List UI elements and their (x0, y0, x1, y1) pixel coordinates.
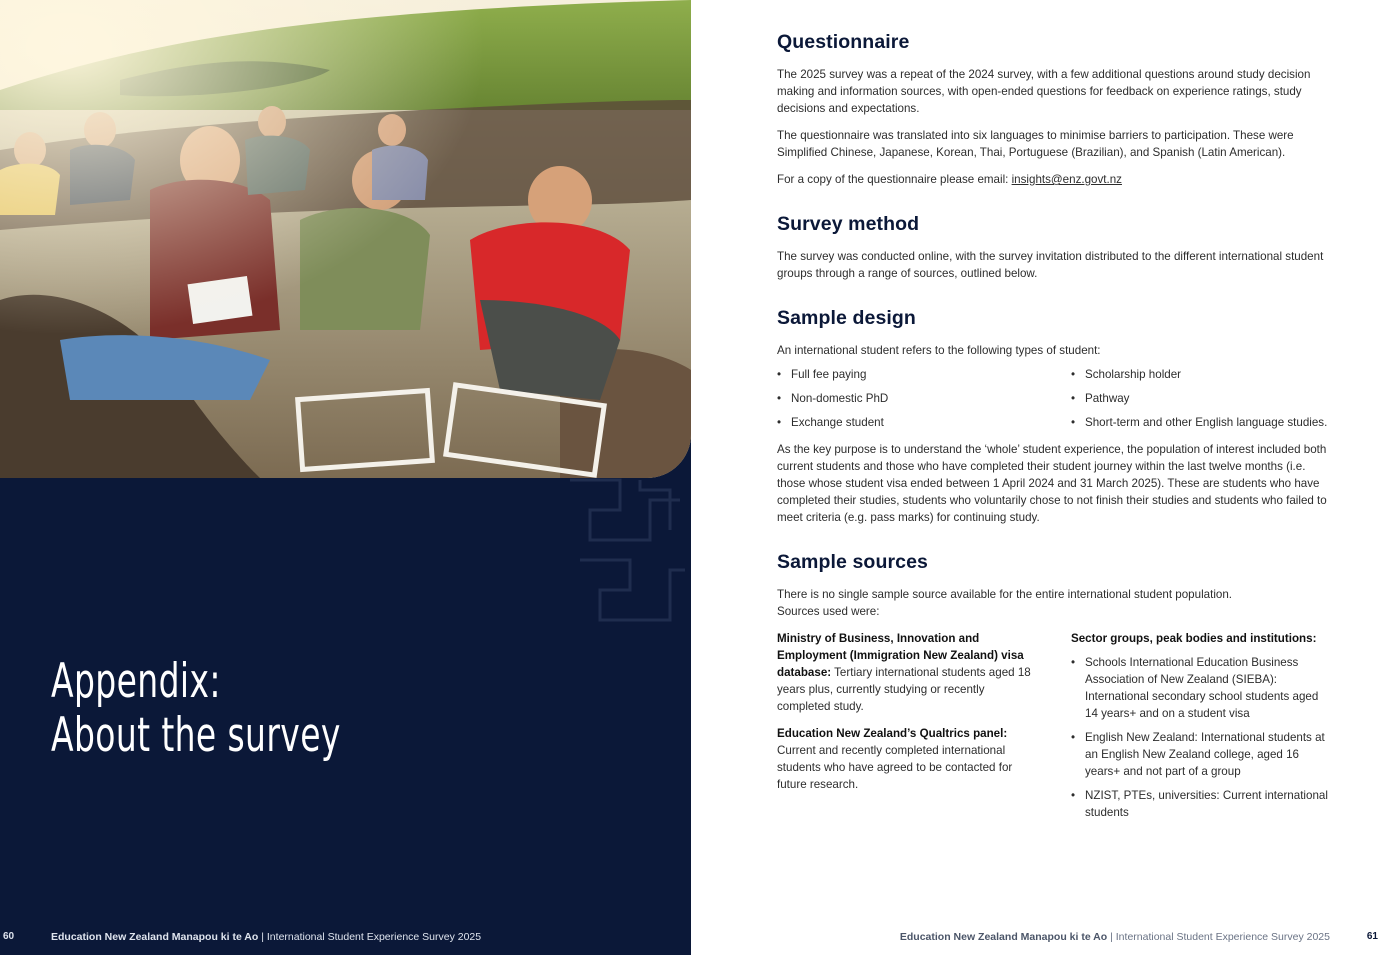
right-page-content (777, 30, 1333, 828)
survey-method-heading: Survey method (777, 213, 920, 235)
mbie-source (777, 630, 1037, 715)
decorative-pattern (560, 470, 691, 630)
questionnaire-paragraph-1: The 2025 survey was a repeat of the 2024 survey, with a few additional questions around study decision making and information sources, with open-ended questions for feedback on experience ratings, study decisions and expectations. (777, 68, 1311, 115)
appendix-title-line1: Appendix: (51, 654, 221, 709)
appendix-title-line2: About the survey (51, 708, 341, 763)
questionnaire-section (777, 30, 1333, 188)
sample-design-section (777, 306, 1333, 526)
left-footer-separator: | (261, 931, 264, 943)
right-page-number: 61 (1366, 931, 1378, 942)
appendix-title (51, 655, 341, 763)
left-page-number: 60 (3, 931, 15, 942)
questionnaire-heading: Questionnaire (777, 31, 910, 53)
sector-groups-heading: Sector groups, peak bodies and institutions: (1071, 632, 1317, 645)
enz-source (777, 725, 1037, 793)
questionnaire-paragraph-2: The questionnaire was translated into six languages to minimise barriers to participation. These were Simplified Chinese, Japanese, Korean, Thai, Portuguese (Brazilian), and Spanish (Latin American). (777, 129, 1294, 159)
sample-design-paragraph-2: As the key purpose is to understand the ‘whole’ student experience, the population of interest included both current students and those who have completed their student journey within the last twelve months (i.e. those whose student visa ended between 1 April 2024 and 31 March 2025). These are students who have completed their studies, students who voluntarily chose to not finish their studies and students who failed to meet criteria (e.g. pass marks) for continuing study. (777, 443, 1327, 524)
sample-sources-intro (777, 586, 1333, 620)
survey-method-paragraph: The survey was conducted online, with the survey invitation distributed to the different international student groups through a range of sources, outlined below. (777, 250, 1324, 280)
list-item: • Short-term and other English language studies. (1071, 414, 1333, 431)
list-item: • English New Zealand: International students at an English New Zealand college, aged 16 years+ and not part of a group (1071, 729, 1333, 780)
left-footer-doc: International Student Experience Survey 2025 (266, 931, 482, 943)
sample-sources-section (777, 550, 1333, 828)
sample-design-intro: An international student refers to the following types of student: (777, 344, 1101, 357)
questionnaire-paragraph-3 (777, 171, 1333, 188)
right-footer (691, 931, 1381, 945)
sample-sources-columns (777, 630, 1333, 828)
right-footer-separator: | (1110, 931, 1113, 943)
questionnaire-email-link[interactable]: insights@enz.govt.nz (1011, 173, 1122, 186)
list-item: • Schools International Education Business Association of New Zealand (SIEBA): International secondary school students aged 14 years+ and on a student visa (1071, 654, 1333, 722)
sample-sources-intro-line1: There is no single sample source available for the entire international student population. (777, 588, 1233, 601)
survey-method-section (777, 212, 1333, 282)
questionnaire-email-prefix: For a copy of the questionnaire please email: (777, 173, 1012, 186)
left-footer-org: Education New Zealand Manapou ki te Ao (51, 931, 259, 943)
left-footer (0, 931, 691, 945)
left-footer-text (51, 931, 481, 943)
mbie-source-title: Ministry of Business, Innovation and Employment (Immigration New Zealand) visa database: (777, 632, 1024, 679)
sample-sources-left-column (777, 630, 1071, 828)
sample-sources-heading: Sample sources (777, 551, 928, 573)
mbie-source-text: Tertiary international students aged 18 years plus, currently studying or recently completed study. (777, 666, 1031, 713)
enz-source-text: Current and recently completed international students who have agreed to be contacted for future research. (777, 744, 1013, 791)
students-rockpool-illustration (0, 0, 691, 478)
sample-sources-right-column (1071, 630, 1333, 828)
sample-sources-intro-line2: Sources used were: (777, 605, 880, 618)
list-item: • Exchange student (777, 414, 1071, 431)
sector-groups-list (1071, 654, 1333, 821)
student-types-left-list (777, 366, 1071, 438)
enz-source-title: Education New Zealand’s Qualtrics panel: (777, 727, 1008, 740)
sample-design-heading: Sample design (777, 307, 916, 329)
right-footer-doc: International Student Experience Survey 2025 (1115, 931, 1330, 943)
student-types-right-list (1071, 366, 1333, 438)
right-page (691, 0, 1381, 955)
cover-photo (0, 0, 691, 478)
list-item: • Non-domestic PhD (777, 390, 1071, 407)
right-footer-text (900, 931, 1330, 943)
list-item: • NZIST, PTEs, universities: Current international students (1071, 787, 1333, 821)
right-footer-org: Education New Zealand Manapou ki te Ao (899, 931, 1108, 943)
list-item: • Pathway (1071, 390, 1333, 407)
list-item: • Scholarship holder (1071, 366, 1333, 383)
student-types-columns (777, 366, 1333, 438)
list-item: • Full fee paying (777, 366, 1071, 383)
